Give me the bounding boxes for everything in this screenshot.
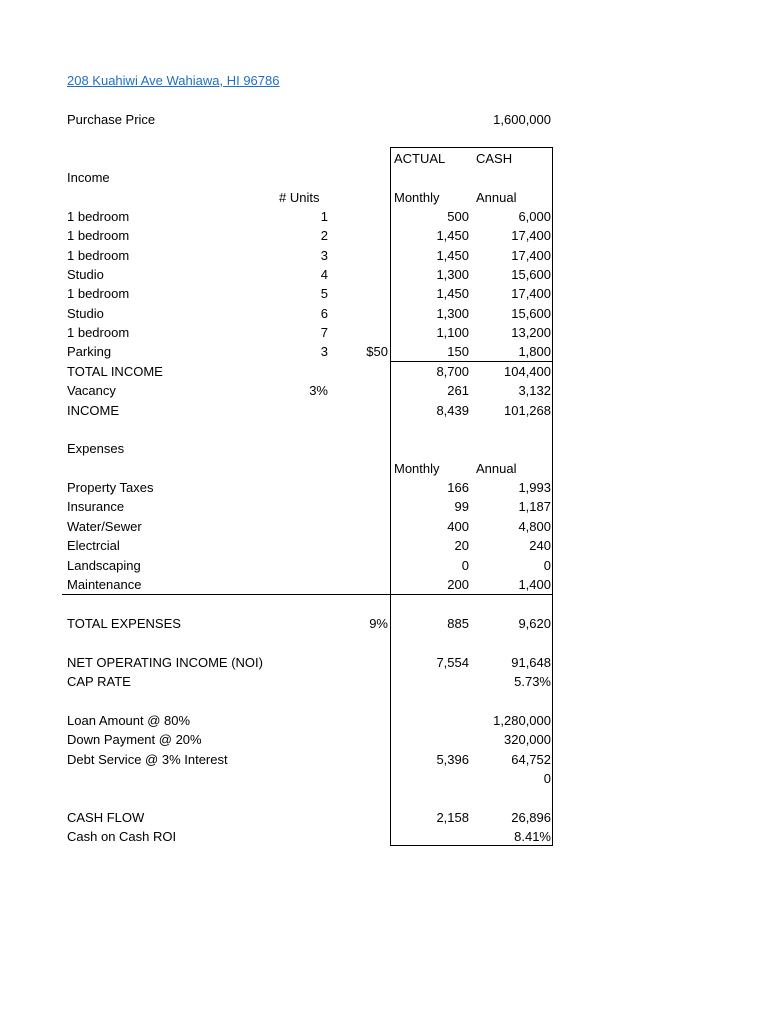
income-row-monthly: 500 <box>447 209 469 224</box>
expense-row-label: Electrcial <box>67 538 120 553</box>
income-row-annual: 1,800 <box>518 344 551 359</box>
income-row-monthly: 1,450 <box>436 286 469 301</box>
total-expenses-pct: 9% <box>369 616 388 631</box>
expense-row-annual: 1,400 <box>518 577 551 592</box>
income-row-annual: 17,400 <box>511 286 551 301</box>
income-row-annual: 6,000 <box>518 209 551 224</box>
expense-row-monthly: 20 <box>454 538 469 553</box>
cash-flow-annual: 26,896 <box>511 810 551 825</box>
income-row-label: Studio <box>67 306 104 321</box>
income-section-title: Income <box>67 170 110 185</box>
vacancy-monthly: 261 <box>447 383 469 398</box>
expense-row-annual: 0 <box>543 558 551 573</box>
loan-amount-label: Loan Amount @ 80% <box>67 713 191 728</box>
expense-row-label: Maintenance <box>67 577 142 592</box>
expense-row-label: Property Taxes <box>67 480 154 495</box>
expense-row-monthly: 0 <box>461 558 469 573</box>
expense-row-monthly: 400 <box>447 519 469 534</box>
income-row-label: 1 bedroom <box>67 209 130 224</box>
income-row-units: 7 <box>320 325 328 340</box>
total-income-monthly: 8,700 <box>436 364 469 379</box>
noi-annual: 91,648 <box>511 655 551 670</box>
annual-column-header: Annual <box>476 190 517 205</box>
income-row-monthly: 150 <box>447 344 469 359</box>
income-row-label: 1 bedroom <box>67 325 130 340</box>
income-row-annual: 17,400 <box>511 228 551 243</box>
net-income-annual: 101,268 <box>504 403 551 418</box>
expense-row-label: Insurance <box>67 499 125 514</box>
expense-row-annual: 240 <box>529 538 551 553</box>
loan-amount-value: 1,280,000 <box>493 713 551 728</box>
income-row-annual: 15,600 <box>511 267 551 282</box>
cap-rate-value: 5.73% <box>514 674 551 689</box>
total-income-annual: 104,400 <box>504 364 551 379</box>
debt-service-label: Debt Service @ 3% Interest <box>67 752 228 767</box>
monthly-column-header: Monthly <box>394 190 440 205</box>
units-column-header: # Units <box>279 190 320 205</box>
expenses-monthly-header: Monthly <box>394 461 440 476</box>
actual-header: ACTUAL <box>394 151 446 166</box>
vacancy-label: Vacancy <box>67 383 116 398</box>
income-row-monthly: 1,450 <box>436 228 469 243</box>
cash-header: CASH <box>476 151 513 166</box>
income-row-label: 1 bedroom <box>67 248 130 263</box>
down-payment-value: 320,000 <box>504 732 551 747</box>
cash-flow-label: CASH FLOW <box>67 810 145 825</box>
expense-row-monthly: 166 <box>447 480 469 495</box>
coc-roi-value: 8.41% <box>514 829 551 844</box>
expenses-annual-header: Annual <box>476 461 517 476</box>
net-income-monthly: 8,439 <box>436 403 469 418</box>
extra-zero-value: 0 <box>543 771 551 786</box>
coc-roi-label: Cash on Cash ROI <box>67 829 177 844</box>
income-row-annual: 13,200 <box>511 325 551 340</box>
income-row-label: Studio <box>67 267 104 282</box>
expense-row-annual: 1,993 <box>518 480 551 495</box>
income-row-units: 1 <box>320 209 328 224</box>
property-address-link[interactable]: 208 Kuahiwi Ave Wahiawa, HI 96786 <box>67 73 280 88</box>
income-row-units: 5 <box>320 286 328 301</box>
income-row-label: 1 bedroom <box>67 228 130 243</box>
expenses-section-title: Expenses <box>67 441 125 456</box>
parking-rate: $50 <box>366 344 388 359</box>
purchase-price-label: Purchase Price <box>67 112 156 127</box>
income-row-label: 1 bedroom <box>67 286 130 301</box>
income-row-label: Parking <box>67 344 112 359</box>
income-row-monthly: 1,300 <box>436 267 469 282</box>
debt-service-monthly: 5,396 <box>436 752 469 767</box>
expense-row-label: Landscaping <box>67 558 141 573</box>
income-row-units: 3 <box>320 248 328 263</box>
income-row-annual: 15,600 <box>511 306 551 321</box>
total-expenses-monthly: 885 <box>447 616 469 631</box>
cap-rate-label: CAP RATE <box>67 674 131 689</box>
income-row-units: 4 <box>320 267 328 282</box>
expense-row-monthly: 200 <box>447 577 469 592</box>
net-income-label: INCOME <box>67 403 119 418</box>
expense-row-annual: 1,187 <box>518 499 551 514</box>
noi-monthly: 7,554 <box>436 655 469 670</box>
income-row-monthly: 1,450 <box>436 248 469 263</box>
expense-row-annual: 4,800 <box>518 519 551 534</box>
vacancy-annual: 3,132 <box>518 383 551 398</box>
income-row-units: 2 <box>320 228 328 243</box>
income-row-annual: 17,400 <box>511 248 551 263</box>
income-row-units: 3 <box>320 344 328 359</box>
income-row-units: 6 <box>320 306 328 321</box>
income-row-monthly: 1,100 <box>436 325 469 340</box>
income-total-rule <box>390 361 553 362</box>
income-row-monthly: 1,300 <box>436 306 469 321</box>
debt-service-annual: 64,752 <box>511 752 551 767</box>
total-expenses-label: TOTAL EXPENSES <box>67 616 181 631</box>
noi-label: NET OPERATING INCOME (NOI) <box>67 655 263 670</box>
expense-row-monthly: 99 <box>454 499 469 514</box>
vacancy-pct: 3% <box>309 383 328 398</box>
purchase-price-value: 1,600,000 <box>493 112 551 127</box>
down-payment-label: Down Payment @ 20% <box>67 732 202 747</box>
cash-flow-monthly: 2,158 <box>436 810 469 825</box>
total-income-label: TOTAL INCOME <box>67 364 163 379</box>
total-expenses-annual: 9,620 <box>518 616 551 631</box>
expense-row-label: Water/Sewer <box>67 519 142 534</box>
expenses-total-rule <box>62 594 553 595</box>
